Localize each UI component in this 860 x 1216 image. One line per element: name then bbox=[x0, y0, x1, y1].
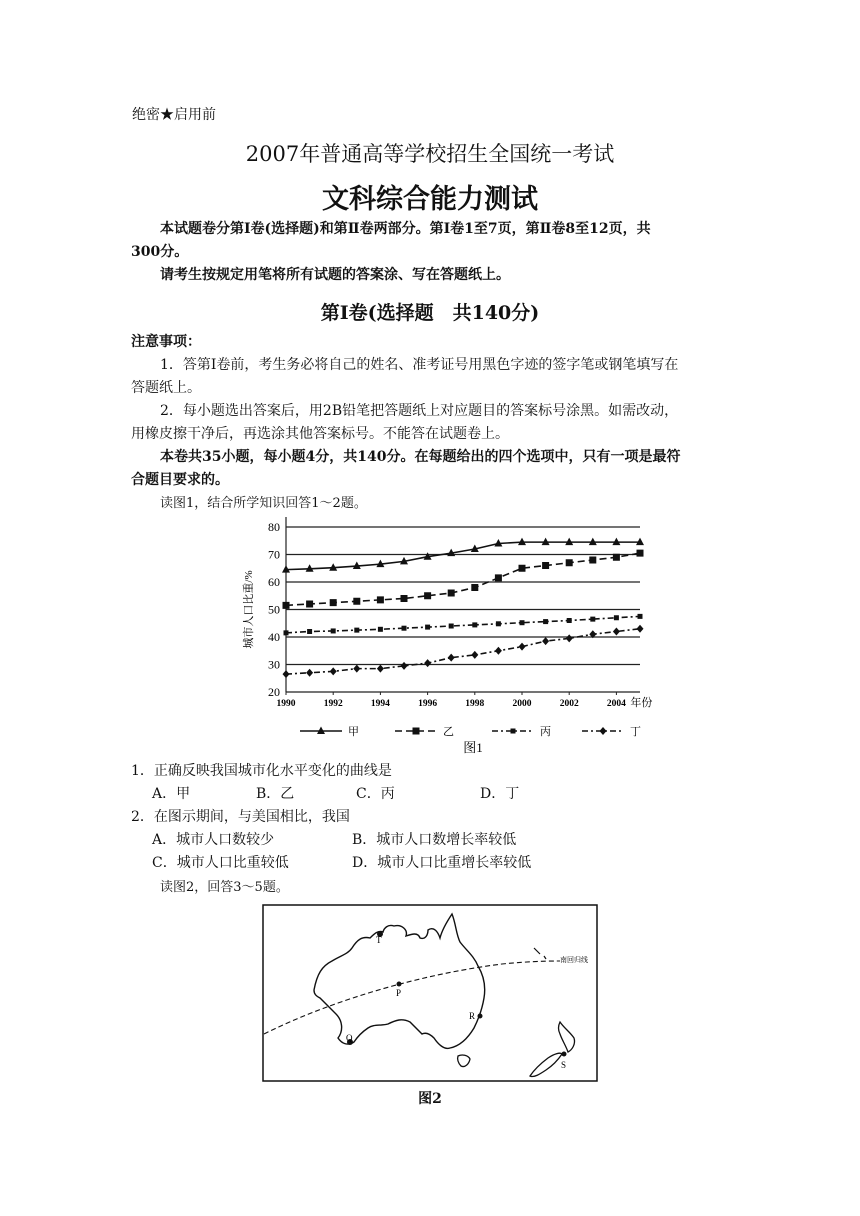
data-point bbox=[424, 592, 431, 599]
data-point bbox=[472, 622, 477, 627]
point-s-label: S bbox=[561, 1060, 567, 1070]
data-point bbox=[637, 625, 644, 633]
notice-item: 1．答第Ⅰ卷前，考生务必将自己的姓名、准考证号用黑色字迹的签字笔或钢笔填写在 bbox=[160, 357, 679, 373]
data-point bbox=[307, 629, 312, 634]
data-point bbox=[637, 550, 644, 557]
point-p-label: P bbox=[396, 988, 402, 998]
point-p-marker bbox=[397, 982, 402, 987]
point-t-label: T bbox=[376, 935, 382, 945]
legend-label: 丙 bbox=[540, 726, 551, 738]
q1-option-a: A．甲 bbox=[152, 786, 191, 802]
data-point bbox=[330, 667, 337, 675]
q2-option-a: A．城市人口数较少 bbox=[152, 832, 275, 848]
data-point bbox=[542, 562, 549, 569]
data-point bbox=[613, 554, 620, 561]
legend-marker bbox=[511, 729, 516, 734]
notice-item: 答题纸上。 bbox=[131, 380, 201, 396]
data-point bbox=[590, 617, 595, 622]
data-point bbox=[495, 574, 502, 581]
data-point bbox=[542, 637, 549, 645]
figure-2-caption: 图2 bbox=[418, 1091, 442, 1107]
data-point bbox=[401, 595, 408, 602]
y-tick-label: 50 bbox=[268, 602, 280, 617]
data-point bbox=[306, 669, 313, 677]
point-r-marker bbox=[478, 1014, 483, 1019]
x-tick-label: 2004 bbox=[606, 699, 626, 709]
subject-title: 文科综合能力测试 bbox=[322, 184, 538, 215]
data-point bbox=[402, 626, 407, 631]
data-point bbox=[354, 628, 359, 633]
data-point bbox=[519, 565, 526, 572]
q1-option-d: D．丁 bbox=[480, 786, 520, 802]
series-3 bbox=[284, 614, 643, 636]
data-point bbox=[377, 665, 384, 673]
data-point bbox=[448, 654, 455, 662]
x-tick-label: 1998 bbox=[465, 699, 485, 709]
point-r-label: R bbox=[469, 1011, 476, 1021]
exam-title: 2007年普通高等学校招生全国统一考试 bbox=[245, 142, 615, 166]
legend-label: 丁 bbox=[630, 726, 641, 738]
figure-1-caption: 图1 bbox=[463, 740, 483, 755]
x-tick-label: 1996 bbox=[418, 699, 438, 709]
data-point bbox=[331, 628, 336, 633]
x-tick-label: 2000 bbox=[512, 699, 532, 709]
legend-marker bbox=[413, 728, 420, 735]
data-point bbox=[425, 625, 430, 630]
data-point bbox=[353, 598, 360, 605]
data-point bbox=[614, 615, 619, 620]
section-title: 第Ⅰ卷(选择题 共140分) bbox=[320, 302, 540, 324]
data-point bbox=[401, 662, 408, 670]
series-line bbox=[286, 553, 640, 605]
rules-line: 合题目要求的。 bbox=[131, 472, 229, 488]
y-tick-label: 70 bbox=[268, 547, 280, 562]
q1-option-b: B．乙 bbox=[256, 786, 295, 802]
q1-option-c: C．丙 bbox=[356, 786, 395, 802]
data-point bbox=[448, 590, 455, 597]
map-frame bbox=[263, 905, 597, 1081]
y-axis-label: 城市人口比重/% bbox=[243, 570, 255, 649]
data-point bbox=[330, 599, 337, 606]
data-point bbox=[520, 620, 525, 625]
tropic-label: 南回归线 bbox=[560, 956, 588, 964]
series-2 bbox=[283, 550, 644, 609]
data-point bbox=[377, 596, 384, 603]
secret-label: 绝密★启用前 bbox=[132, 107, 216, 123]
intro-line: 300分。 bbox=[131, 244, 189, 260]
data-point bbox=[566, 559, 573, 566]
data-point bbox=[471, 584, 478, 591]
legend-label: 甲 bbox=[348, 726, 359, 738]
data-point bbox=[543, 619, 548, 624]
data-point bbox=[589, 557, 596, 564]
australia-map bbox=[262, 904, 598, 1082]
y-tick-label: 80 bbox=[268, 520, 280, 534]
x-tick-label: 1992 bbox=[323, 699, 343, 709]
data-point bbox=[471, 651, 478, 659]
y-tick-label: 60 bbox=[268, 575, 280, 589]
data-point bbox=[638, 614, 643, 619]
point-s-marker bbox=[562, 1052, 567, 1057]
data-point bbox=[613, 628, 620, 636]
data-point bbox=[449, 624, 454, 629]
series-1 bbox=[282, 538, 644, 573]
data-point bbox=[424, 659, 431, 667]
q2-option-b: B．城市人口数增长率较低 bbox=[352, 832, 517, 848]
data-point bbox=[283, 670, 290, 678]
series-line bbox=[286, 629, 640, 674]
read-figure-1: 读图1，结合所学知识回答1～2题。 bbox=[160, 496, 367, 511]
data-point bbox=[284, 630, 289, 635]
data-point bbox=[306, 601, 313, 608]
x-axis-label: 年份 bbox=[630, 697, 653, 709]
read-figure-2: 读图2，回答3～5题。 bbox=[160, 880, 289, 895]
x-tick-label: 1994 bbox=[370, 699, 390, 709]
data-point bbox=[353, 665, 360, 673]
y-tick-label: 30 bbox=[268, 657, 280, 672]
data-point bbox=[567, 618, 572, 623]
y-tick-label: 20 bbox=[268, 685, 280, 699]
q2-option-c: C．城市人口比重较低 bbox=[152, 855, 289, 871]
intro-line: 本试题卷分第Ⅰ卷(选择题)和第Ⅱ卷两部分。第Ⅰ卷1至7页，第Ⅱ卷8至12页，共 bbox=[160, 221, 651, 237]
data-point bbox=[519, 643, 526, 651]
x-tick-label: 1990 bbox=[276, 699, 296, 709]
notice-item: 2．每小题选出答案后，用2B铅笔把答题纸上对应题目的答案标号涂黑。如需改动， bbox=[160, 403, 679, 419]
notice-title: 注意事项： bbox=[131, 334, 201, 350]
data-point bbox=[283, 602, 290, 609]
series-line bbox=[286, 616, 640, 633]
data-point bbox=[496, 621, 501, 626]
question-2-stem: 2．在图示期间，与美国相比，我国 bbox=[131, 809, 350, 825]
x-tick-label: 2002 bbox=[559, 699, 579, 709]
q2-option-d: D．城市人口比重增长率较低 bbox=[352, 855, 532, 871]
data-point bbox=[566, 634, 573, 642]
legend-label: 乙 bbox=[443, 726, 454, 738]
series-line bbox=[286, 542, 640, 570]
legend-marker bbox=[317, 727, 325, 735]
notice-item: 用橡皮擦干净后，再选涂其他答案标号。不能答在试题卷上。 bbox=[131, 426, 509, 442]
point-q-label: Q bbox=[346, 1033, 353, 1043]
data-point bbox=[378, 627, 383, 632]
legend-marker bbox=[600, 727, 607, 735]
rules-line: 本卷共35小题，每小题4分，共140分。在每题给出的四个选项中，只有一项是最符 bbox=[160, 449, 681, 465]
intro-line: 请考生按规定用笔将所有试题的答案涂、写在答题纸上。 bbox=[160, 267, 510, 283]
series-4 bbox=[283, 625, 644, 678]
urbanization-line-chart bbox=[230, 512, 680, 762]
y-tick-label: 40 bbox=[268, 630, 280, 644]
data-point bbox=[495, 647, 502, 655]
question-1-stem: 1．正确反映我国城市化水平变化的曲线是 bbox=[131, 763, 392, 779]
